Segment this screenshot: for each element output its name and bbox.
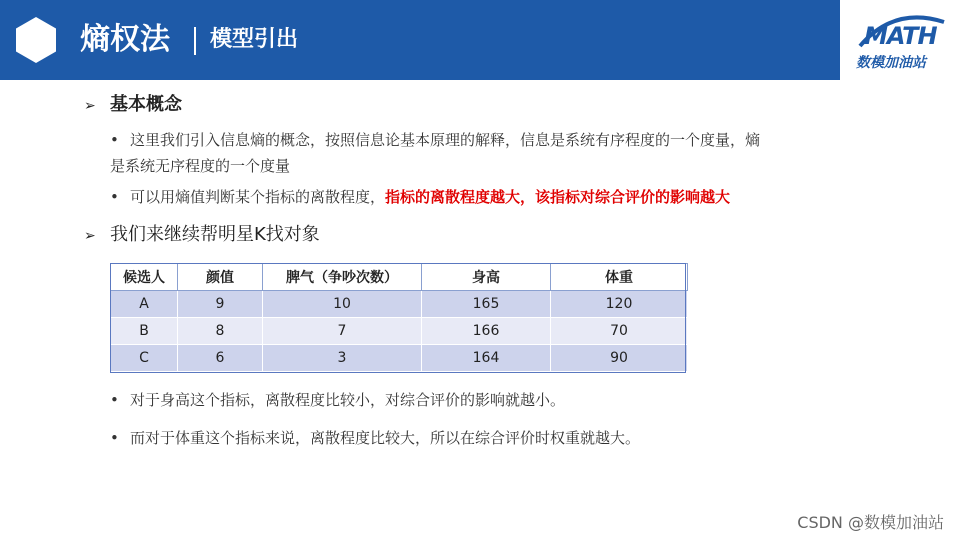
table-cell: 70 [551, 318, 688, 345]
slide-header [0, 0, 840, 80]
table-cell: 165 [422, 291, 551, 318]
bullet-entropy-concept: • 这里我们引入信息熵的概念，按照信息论基本原理的解释，信息是系统有序程度的一个度量，熵 是系统无序程度的一个度量 [110, 127, 870, 179]
table-header: 颜值 [178, 264, 263, 291]
logo-subtext: 数模加油站 [856, 55, 926, 71]
table-cell: 3 [263, 345, 422, 372]
bullet-dot-icon: • [110, 188, 119, 206]
section-heading-example [84, 222, 320, 249]
logo-text: MATH [864, 22, 937, 50]
table-header: 身高 [422, 264, 551, 291]
table-cell: B [111, 318, 178, 345]
bullet-dot-icon: • [110, 391, 119, 409]
table-row [111, 345, 688, 372]
table-cell: 166 [422, 318, 551, 345]
table-header: 脾气（争吵次数） [263, 264, 422, 291]
arrow-bullet-icon: ➢ [84, 98, 96, 114]
table-cell: 6 [178, 345, 263, 372]
bullet-weight-note: • 而对于体重这个指标来说，离散程度比较大，所以在综合评价时权重就越大。 [110, 425, 870, 451]
bullet-discreteness: • 可以用熵值判断某个指标的离散程度，指标的离散程度越大，该指标对综合评价的影响越大 [110, 184, 870, 210]
arrow-bullet-icon: ➢ [84, 228, 96, 244]
slide-title: 熵权法 [80, 22, 170, 57]
table-cell: 7 [263, 318, 422, 345]
table-cell: C [111, 345, 178, 372]
table-cell: A [111, 291, 178, 318]
highlight-text: 指标的离散程度越大，该指标对综合评价的影响越大 [385, 188, 731, 206]
section-label: 基本概念 [110, 94, 182, 115]
table-cell: 9 [178, 291, 263, 318]
table-cell: 120 [551, 291, 688, 318]
table-cell: 164 [422, 345, 551, 372]
section-label: 我们来继续帮明星K找对象 [110, 224, 320, 245]
slide-subtitle: 模型引出 [210, 27, 299, 52]
section-heading-basic [84, 92, 182, 119]
title-divider [194, 27, 196, 55]
hexagon-icon [16, 17, 56, 63]
table-cell: 90 [551, 345, 688, 372]
table-row [111, 291, 688, 318]
table-cell: 8 [178, 318, 263, 345]
bullet-dot-icon: • [110, 131, 119, 149]
table-header: 候选人 [111, 264, 178, 291]
watermark: CSDN @数模加油站 [797, 513, 944, 532]
table-cell: 10 [263, 291, 422, 318]
table-header: 体重 [551, 264, 688, 291]
table-row [111, 318, 688, 345]
bullet-height-note: • 对于身高这个指标，离散程度比较小，对综合评价的影响就越小。 [110, 387, 870, 413]
bullet-dot-icon: • [110, 429, 119, 447]
candidate-table [110, 263, 688, 372]
math-logo [842, 0, 960, 80]
table-header-row [111, 264, 688, 291]
